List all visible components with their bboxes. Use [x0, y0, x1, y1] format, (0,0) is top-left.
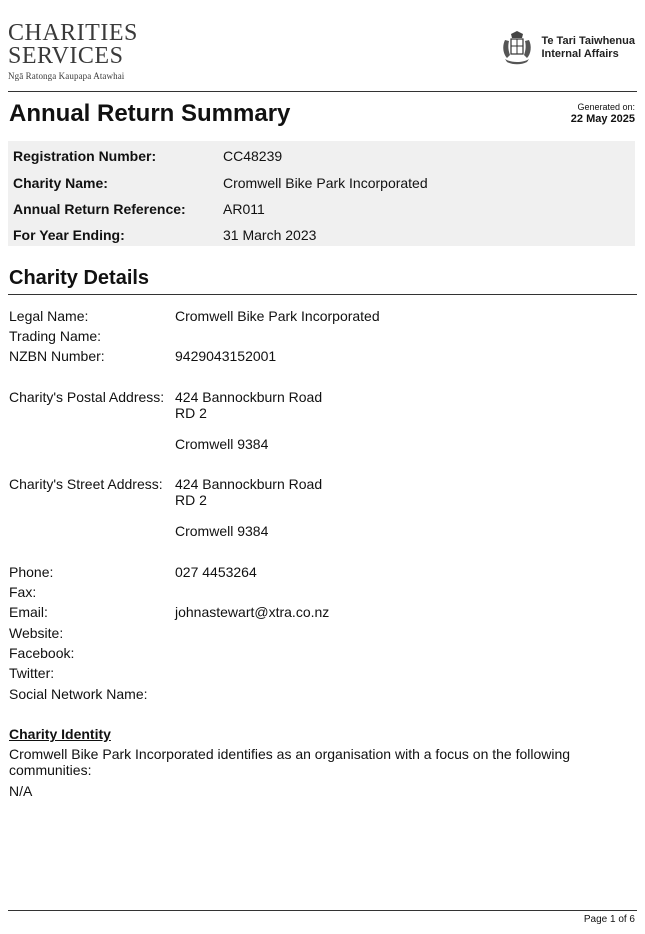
detail-value: 424 Bannockburn Road	[175, 389, 323, 405]
detail-label: NZBN Number:	[9, 348, 105, 364]
summary-box	[8, 141, 635, 246]
section-title-charity-details: Charity Details	[9, 267, 150, 289]
detail-label: Website:	[9, 625, 64, 641]
logo-line-2: SERVICES	[8, 43, 124, 69]
detail-value: 424 Bannockburn Road	[175, 476, 323, 492]
page-title: Annual Return Summary	[9, 100, 291, 127]
detail-label: Charity's Postal Address:	[9, 389, 165, 405]
summary-label: Charity Name:	[13, 175, 108, 191]
detail-label: Email:	[9, 604, 48, 620]
detail-label: Trading Name:	[9, 328, 102, 344]
summary-value: CC48239	[223, 148, 283, 164]
generated-info	[571, 102, 635, 125]
detail-label: Facebook:	[9, 645, 75, 661]
detail-value: 027 4453264	[175, 564, 257, 580]
summary-label: For Year Ending:	[13, 227, 125, 243]
section-divider	[8, 294, 637, 295]
nz-coat-of-arms-icon	[497, 28, 537, 68]
dept-name-english: Internal Affairs	[541, 48, 619, 60]
detail-label: Social Network Name:	[9, 686, 148, 702]
charity-identity-value: N/A	[9, 783, 33, 799]
charities-services-logo	[8, 22, 138, 81]
charity-identity-text: Cromwell Bike Park Incorporated identifies as an organisation with a focus on the following communities:	[9, 746, 571, 778]
logo-tagline: Ngā Ratonga Kaupapa Atawhai	[8, 71, 125, 81]
logo-line-1: CHARITIES	[8, 20, 138, 46]
detail-label: Legal Name:	[9, 308, 89, 324]
detail-value: johnastewart@xtra.co.nz	[175, 604, 330, 620]
detail-label: Fax:	[9, 584, 37, 600]
charity-identity-heading: Charity Identity	[9, 726, 111, 742]
header-divider	[8, 91, 637, 92]
detail-value: 9429043152001	[175, 348, 277, 364]
summary-value: AR011	[223, 201, 265, 217]
generated-date: 22 May 2025	[570, 113, 635, 125]
summary-value: Cromwell Bike Park Incorporated	[223, 175, 428, 191]
detail-value: RD 2	[175, 405, 207, 421]
page-number: Page 1 of 6	[583, 914, 635, 925]
generated-label: Generated on:	[577, 102, 635, 112]
detail-label: Phone:	[9, 564, 54, 580]
summary-value: 31 March 2023	[223, 227, 317, 243]
detail-value: Cromwell Bike Park Incorporated	[175, 308, 380, 324]
detail-value: Cromwell 9384	[175, 436, 269, 452]
detail-label: Charity's Street Address:	[9, 476, 163, 492]
internal-affairs-logo	[497, 28, 635, 68]
dept-name-maori: Te Tari Taiwhenua	[541, 35, 635, 47]
summary-label: Registration Number:	[13, 148, 157, 164]
detail-value: RD 2	[175, 492, 207, 508]
detail-value: Cromwell 9384	[175, 523, 269, 539]
footer-divider	[8, 910, 637, 911]
detail-label: Twitter:	[9, 665, 55, 681]
summary-label: Annual Return Reference:	[13, 201, 186, 217]
